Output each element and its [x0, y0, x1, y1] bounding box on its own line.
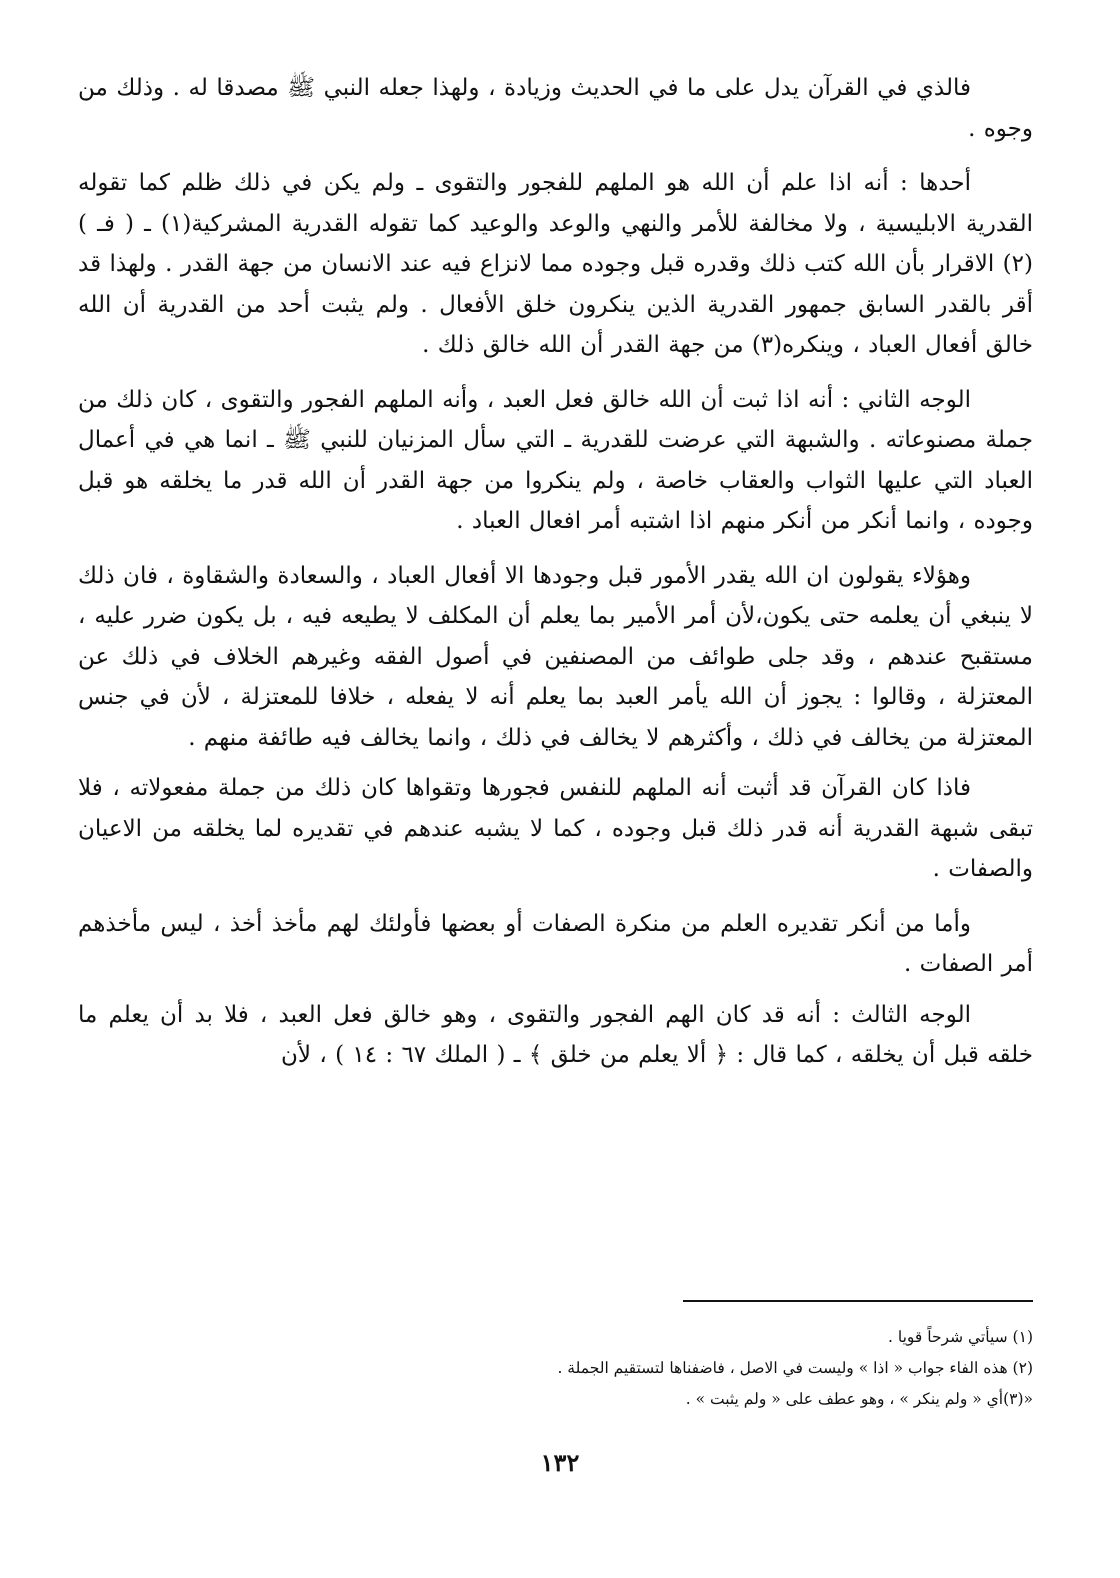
- paragraph-6: وأما من أنكر تقديره العلم من منكرة الصفات أو بعضها فأولئك لهم مأخذ أخذ ، ليس مأخذهم أمر الصفات .: [78, 910, 1033, 977]
- paragraph-5: فاذا كان القرآن قد أثبت أنه الملهم للنفس فجورها وتقواها كان ذلك من جملة مفعولاته ، فلا تبقى شبهة القدرية أنه قدر ذلك قبل وجوده ، كما لا يشبه عندهم في تقديره لما يخلقه من الاعيان والصفات .: [78, 775, 1033, 882]
- paragraph-1: فالذي في القرآن يدل على ما في الحديث وزيادة ، ولهذا جعله النبي ﷺ مصدقا له . وذلك من وجوه .: [78, 75, 1033, 142]
- footnotes: [78, 1322, 1033, 1415]
- main-text: [78, 68, 1033, 1076]
- paragraph-4: وهؤلاء يقولون ان الله يقدر الأمور قبل وجودها الا أفعال العباد ، والسعادة والشقاوة ، فان ذلك لا ينبغي أن يعلمه حتى يكون،لأن أمر الأمير بما يعلم أن المكلف لا يطيعه فيه ، بل يكون ضرر عليه ، مستقبح عندهم ، وقد جلى طوائف من المصنفين في أصول الفقه وغيرهم الخلاف في ذلك عن المعتزلة ، وقالوا : يجوز أن الله يأمر العبد بما يعلم أنه لا يفعله ، خلافا للمعتزلة ، لأن في جنس المعتزلة من يخالف في ذلك ، وأكثرهم لا يخالف في ذلك ، وانما يخالف فيه طائفة منهم .: [78, 562, 1033, 751]
- footnote-2: (٢) هذه الفاء جواب « اذا » وليست في الاصل ، فاضفناها لتستقيم الجملة .: [557, 1359, 1033, 1377]
- footnote-divider: [683, 1300, 1033, 1302]
- footnote-1: (١) سيأتي شرحاً قويا .: [888, 1328, 1033, 1346]
- paragraph-3: الوجه الثاني : أنه اذا ثبت أن الله خالق فعل العبد ، وأنه الملهم الفجور والتقوى ، كان ذلك من جملة مصنوعاته . والشبهة التي عرضت للقدرية ـ التي سأل المزنيان للنبي ﷺ ـ انما هي في أعمال العباد التي عليها الثواب والعقاب خاصة ، ولم ينكروا من جهة القدر أن الله قدر ما يخلقه هو قبل وجوده ، وانما أنكر من أنكر منهم اذا اشتبه أمر افعال العباد .: [78, 386, 1033, 534]
- paragraph-7: الوجه الثالث : أنه قد كان الهم الفجور والتقوى ، وهو خالق فعل العبد ، فلا بد أن يعلم ما خلقه قبل أن يخلقه ، كما قال : ﴿ ألا يعلم من خلق ﴾ ـ ( الملك ٦٧ : ١٤ ) ، لأن: [78, 1001, 1033, 1068]
- page-number: ١٣٢: [540, 1448, 580, 1477]
- footnote-3: «(٣)أي « ولم ينكر » ، وهو عطف على « ولم يثبت » .: [685, 1390, 1033, 1408]
- paragraph-2: أحدها : أنه اذا علم أن الله هو الملهم للفجور والتقوى ـ ولم يكن في ذلك ظلم كما تقوله القدرية الابليسية ، ولا مخالفة للأمر والنهي والوعد والوعيد كما تقوله القدرية المشركية(١) ـ ( فـ )(٢) الاقرار بأن الله كتب ذلك وقدره قبل وجوده مما لانزاع فيه عند الانسان من جهة القدر . ولهذا قد أقر بالقدر السابق جمهور القدرية الذين ينكرون خلق الأفعال . ولم يثبت أحد من القدرية أن الله خالق أفعال العباد ، وينكره(٣) من جهة القدر أن الله خالق ذلك .: [78, 170, 1033, 358]
